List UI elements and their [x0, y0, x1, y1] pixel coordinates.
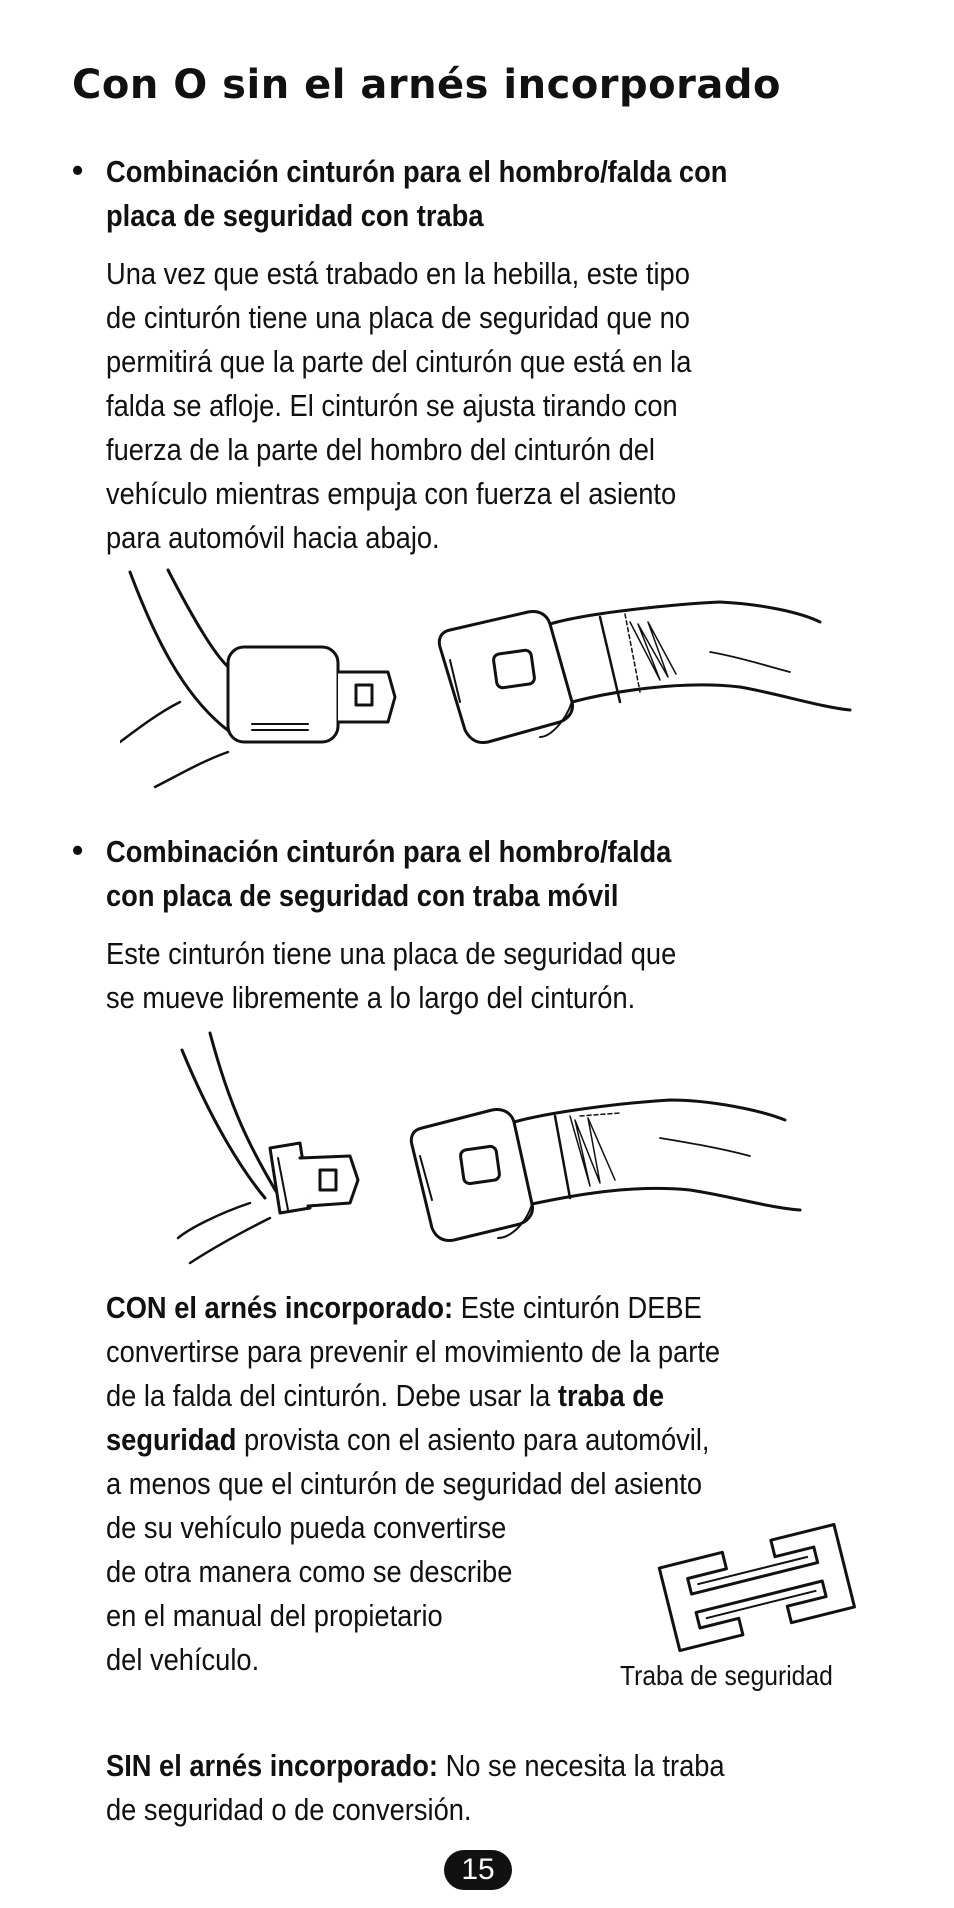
section3-body [106, 1286, 720, 1682]
page-title: Con O sin el arnés incorporado [72, 62, 781, 108]
sin-label: SIN el arnés incorporado: [106, 1748, 438, 1783]
locking-clip-caption: Traba de seguridad [620, 1660, 833, 1691]
section2-heading-line1: Combinación cinturón para el hombro/falda [106, 834, 672, 869]
section1-body-line: Una vez que está trabado en la hebilla, este tipo [106, 256, 690, 291]
section3-line8: en el manual del propietario [106, 1598, 443, 1633]
page-number-badge: 15 [444, 1850, 512, 1890]
sliding-latch-plate-illustration [170, 1028, 810, 1268]
bullet-1: • [72, 152, 84, 188]
section2-body-line: se mueve libremente a lo largo del cinturón. [106, 980, 636, 1015]
section3-line3-pre: de la falda del cinturón. Debe usar la [106, 1378, 558, 1413]
section1-body-line: permitirá que la parte del cinturón que está en la [106, 344, 692, 379]
section3-line1-rest: Este cinturón DEBE [453, 1290, 702, 1325]
section2-heading-line2: con placa de seguridad con traba móvil [106, 878, 619, 913]
locking-latch-plate-illustration [120, 562, 860, 792]
section3-line3-bold: traba de [557, 1378, 665, 1413]
section3-line5: a menos que el cinturón de seguridad del asiento [106, 1466, 703, 1501]
section4-body [106, 1744, 725, 1832]
section4-line1 [106, 1744, 725, 1788]
locking-clip-illustration [652, 1520, 862, 1655]
section1-body-line: falda se afloje. El cinturón se ajusta tirando con [106, 388, 678, 423]
section3-line1 [106, 1286, 720, 1330]
section3-line4-bold: seguridad [106, 1422, 237, 1457]
section4-line2: de seguridad o de conversión. [106, 1792, 472, 1827]
section1-heading [106, 150, 810, 238]
section3-line2: convertirse para prevenir el movimiento de la parte [106, 1334, 721, 1369]
section4-line1-rest: No se necesita la traba [437, 1748, 725, 1783]
section3-line7: de otra manera como se describe [106, 1554, 513, 1589]
section1-body [106, 252, 691, 560]
bullet-2: • [72, 832, 84, 868]
con-label: CON el arnés incorporado: [106, 1290, 454, 1325]
section3-line4 [106, 1418, 720, 1462]
section1-body-line: vehículo mientras empuja con fuerza el asiento [106, 476, 677, 511]
section1-body-line: fuerza de la parte del hombro del cinturón del [106, 432, 655, 467]
section3-line6: de su vehículo pueda convertirse [106, 1510, 507, 1545]
section2-body-line: Este cinturón tiene una placa de seguridad que [106, 936, 677, 971]
section2-heading [106, 830, 810, 918]
section1-heading-line2: placa de seguridad con traba [106, 198, 484, 233]
section3-line9: del vehículo. [106, 1642, 260, 1677]
section1-body-line: de cinturón tiene una placa de seguridad que no [106, 300, 690, 335]
section1-body-line: para automóvil hacia abajo. [106, 520, 440, 555]
section1-heading-line1: Combinación cinturón para el hombro/falda con [106, 154, 728, 189]
section3-line3 [106, 1374, 720, 1418]
section3-line4-rest: provista con el asiento para automóvil, [236, 1422, 710, 1457]
section2-body [106, 932, 676, 1020]
